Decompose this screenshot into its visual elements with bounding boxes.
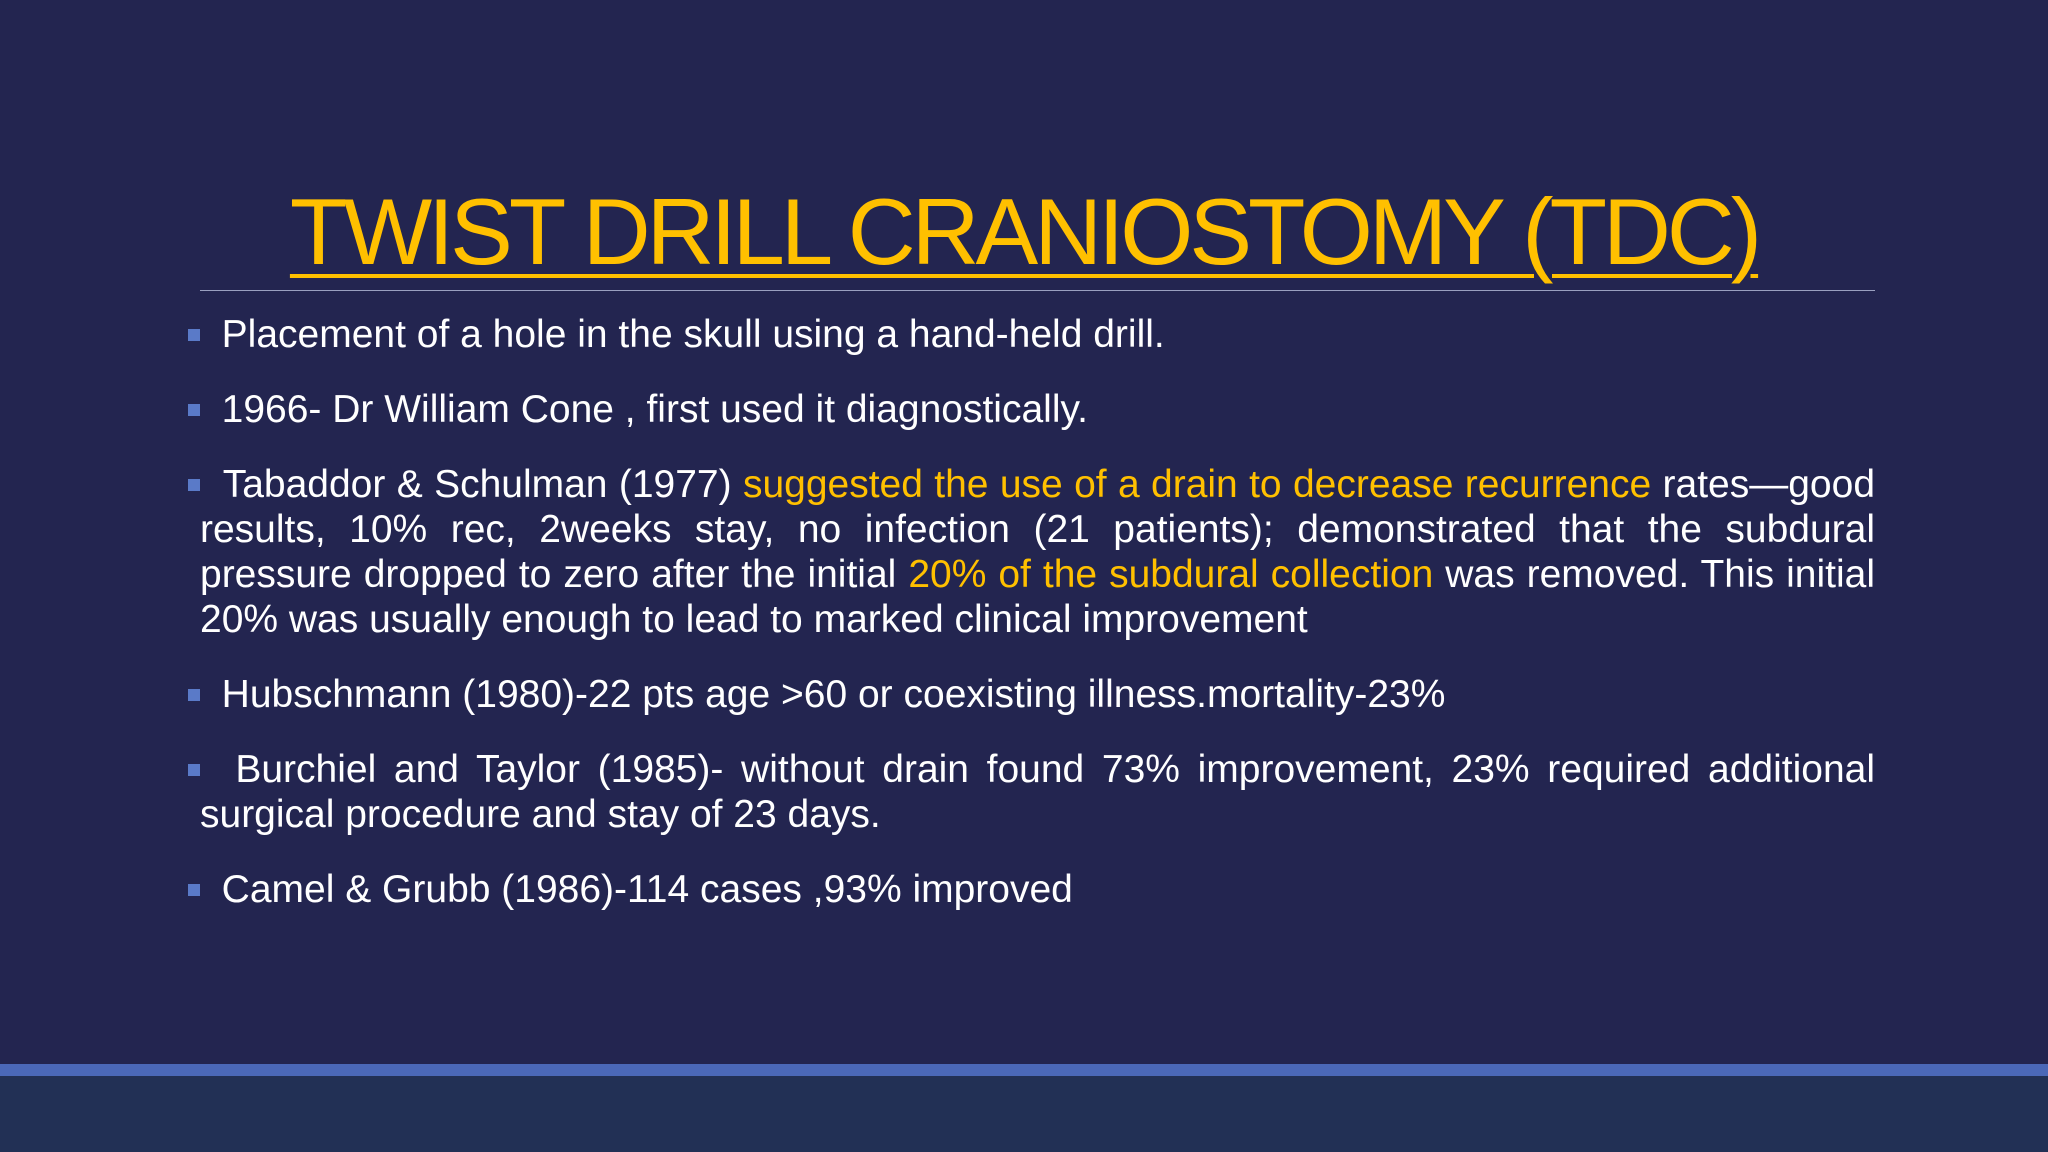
bullet-marker-icon: [188, 884, 200, 896]
bullet-item: [200, 312, 1875, 357]
title-divider: [200, 290, 1875, 291]
bullet-item: [200, 867, 1875, 912]
bullet-item: [200, 462, 1875, 642]
bullet-text: Camel & Grubb (1986)-114 cases ,93% improved: [221, 868, 1073, 911]
bullet-marker-icon: [188, 404, 200, 416]
highlighted-text: 20% of the subdural collection: [908, 553, 1434, 596]
bullet-marker-icon: [188, 689, 200, 701]
bullet-text: was removed. This initial 20% was usually enough to lead to marked clinical improvement: [200, 553, 1875, 641]
bullet-marker-icon: [188, 329, 200, 341]
bullet-text: Burchiel and Taylor (1985)- without drain found 73% improvement, 23% required additional surgical procedure and stay of 23 days.: [200, 748, 1876, 836]
bullet-marker-icon: [188, 479, 200, 491]
bullet-list: [200, 312, 1875, 942]
bullet-item: [200, 747, 1875, 837]
bullet-marker-icon: [188, 764, 200, 776]
slide-title-text: TWIST DRILL CRANIOSTOMY (TDC): [289, 179, 1759, 284]
highlighted-text: suggested the use of a drain to decrease recurrence: [742, 463, 1652, 506]
bullet-text: Placement of a hole in the skull using a hand-held drill.: [221, 313, 1165, 356]
bullet-text: Tabaddor & Schulman (1977): [222, 463, 743, 506]
bullet-text: Hubschmann (1980)-22 pts age >60 or coexisting illness.mortality-23%: [221, 673, 1446, 716]
bullet-item: [200, 387, 1875, 432]
bullet-text: 1966- Dr William Cone , first used it diagnostically.: [221, 388, 1088, 431]
bullet-item: [200, 672, 1875, 717]
footer-band: [0, 1076, 2048, 1152]
slide-title: [0, 172, 2048, 292]
bullet-text: rates—good results, 10% rec, 2weeks stay, no infection (21 patients); demonstrated that the subdural pressure dropped to zero after the initial: [200, 463, 1876, 596]
footer-stripe: [0, 1064, 2048, 1076]
